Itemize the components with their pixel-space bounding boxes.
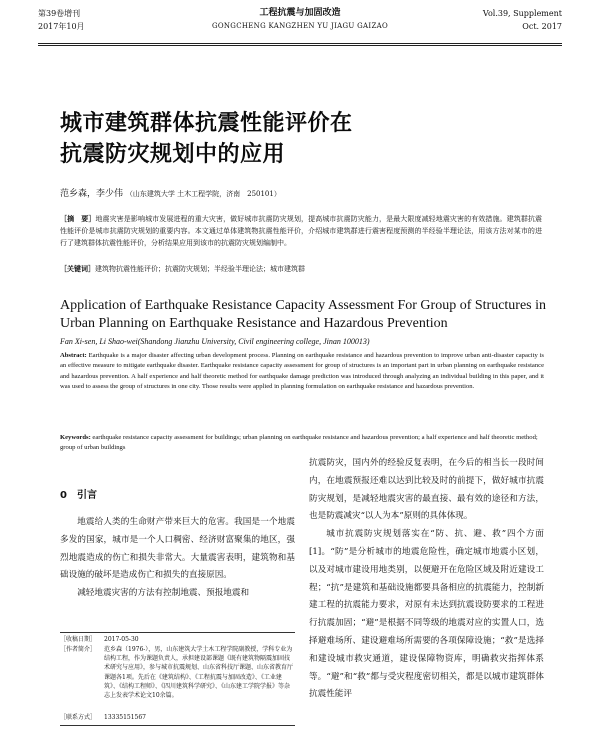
title-cn-line1: 城市建筑群体抗震性能评价在 xyxy=(60,111,353,136)
footnote-label: ［作者简介］ xyxy=(60,646,97,653)
author-names-cn: 范乡森，李少伟 xyxy=(60,189,124,199)
keywords-en-text: earthquake resistance capacity assessment for buildings; urban planning on earthquake resistance and hazardous prevention; a half experience and half theoretic method; group of urban buildings xyxy=(60,434,538,452)
body-column-left xyxy=(60,514,295,603)
footnote-label: ［联系方式］ xyxy=(60,714,97,721)
header-rule-thin xyxy=(38,45,562,46)
title-en: Application of Earthquake Resistance Capacity Assessment For Group of Structures in Urban Planning on Earthquake Resistance and Hazardous Prevention xyxy=(60,298,547,331)
keywords-en-label: Keywords: xyxy=(60,434,91,441)
body-paragraph: 抗震防灾，国内外的经验反复表明，在今后的相当长一段时间内，在地震预报还难以达到比较及时的前提下，做好城市抗震防灾规划，是减轻地震灾害的最直接、最有效的途径和方法，也是防震减灾“以人为本”原则的具体体现。 xyxy=(309,458,544,522)
header-date-cn: 2017年10月 xyxy=(38,22,85,31)
header-journal-en: GONGCHENG KANGZHEN YU JIAGU GAIZAO xyxy=(211,22,389,30)
footnote-label: ［收稿日期］ xyxy=(60,636,97,643)
running-header xyxy=(38,8,562,42)
header-volume-cn: 第39卷增刊 xyxy=(38,9,81,18)
title-cn xyxy=(60,108,353,170)
abstract-cn xyxy=(60,213,542,249)
keywords-en xyxy=(60,433,544,454)
footnote-rule xyxy=(60,632,295,633)
abstract-en-text: Earthquake is a major disaster affecting urban development process. Planning on earthquake resistance and hazardous prevention to improve urban anti-disaster capacity is an effective measure to mitigate earthquake disaster. Earthquake resistance capacity assessment for group of structures is an important part in urban planning on earthquake resistance and hazardous prevention. A half experience and half theoretic method for earthquake damage prediction was introduced through analyzing an individual building in this paper, and it was used to assess the group of structures in one city. Those results were applied in planning formulation on earthquake resistance and hazardous prevention. xyxy=(60,352,544,391)
body-column-right xyxy=(309,455,544,704)
body-paragraph: 减轻地震灾害的方法有控制地震、预报地震和 xyxy=(77,588,250,599)
footnote-value: 2017-05-30 xyxy=(104,636,139,643)
header-date-en: Oct. 2017 xyxy=(522,22,562,31)
keywords-cn-label: ［关键词］ xyxy=(60,265,95,273)
header-rule xyxy=(38,43,562,44)
footnote-bottom-rule xyxy=(60,725,295,726)
section-heading-introduction: 0 引言 xyxy=(60,490,97,501)
authors-cn xyxy=(60,186,281,199)
header-journal-cn: 工程抗震与加固改造 xyxy=(259,8,341,18)
title-cn-line2: 抗震防灾规划中的应用 xyxy=(60,142,286,167)
abstract-en-label: Abstract: xyxy=(60,352,87,359)
body-paragraph: 地震给人类的生命财产带来巨大的危害。我国是一个地震多发的国家，城市是一个人口稠密、经济财富聚集的地区，强烈地震造成的伤亡和损失非常大。大量震害表明，建筑物和基础设施的破坏是造成伤亡和损失的直接原因。 xyxy=(60,517,295,581)
abstract-en xyxy=(60,351,544,393)
abstract-cn-text: 地震灾害是影响城市发展进程的重大灾害，做好城市抗震防灾规划，提高城市抗震防灾能力，是最大限度减轻地震灾害的有效措施。建筑群抗震性能评价是城市抗震防灾规划的重要内容。本文通过单体建筑物抗震性能评价，介绍城市建筑群进行震害程度预测的半经验半理论法，用该方法对某市的进行了建筑群体抗震性能评价，分析结果应用到该市的抗震防灾规划编制中。 xyxy=(60,215,543,247)
keywords-cn-text: 建筑物抗震性能评价；抗震防灾规划；半经验半理论法；城市建筑群 xyxy=(95,265,305,273)
keywords-cn xyxy=(60,263,542,275)
footnote-value: 13335151567 xyxy=(104,714,146,721)
authors-en: Fan Xi-sen, Li Shao-wei(Shandong Jianzhu University, Civil engineering college, Jinan 100013) xyxy=(60,337,370,346)
abstract-cn-label: ［摘 要］ xyxy=(60,215,96,223)
body-paragraph: 城市抗震防灾规划落实在“防、抗、避、救”四个方面[1]。“防”是分析城市的地震危险性，确定城市地震小区划，以及对城市建设用地类别，以便避开在危险区域及附近建设工程；“抗”是建筑和基础设施都要具备相应的抗震能力，控制新建工程的抗震能力要求，对原有未达到抗震设防要求的工程进行抗震加固；“避”是根据不同等级的地震对应的实置人口，选择避难场所、建设避难场所需要的各项保障设施；“救”是选择和建设城市救灾通道，建设保障物资库，明确救灾指挥体系等。“避”和“救”都与受灾程度密切相关，都是以城市建筑群体抗震性能评 xyxy=(309,529,544,700)
author-affiliation-cn: （山东建筑大学 土木工程学院，济南 250101） xyxy=(125,190,281,198)
footnote-value: 范乡森（1976-），男，山东建筑大学土木工程学院副教授，学科专业为结构工程，作为课题负责人，承担建设部课题《既有建筑物隔震加固技术研究与应用》，参与城市抗震规划、山东省科技厅课题、山东省教育厅课题各1项。先后在《建筑结构》、《工程抗震与加固改造》、《工业建筑》、《结构工程师》、《四川建筑科学研究》、《山东建工学院学报》等杂志上发表学术论文10余篇。 xyxy=(104,646,294,700)
header-volume-en: Vol.39, Supplement xyxy=(482,9,562,18)
